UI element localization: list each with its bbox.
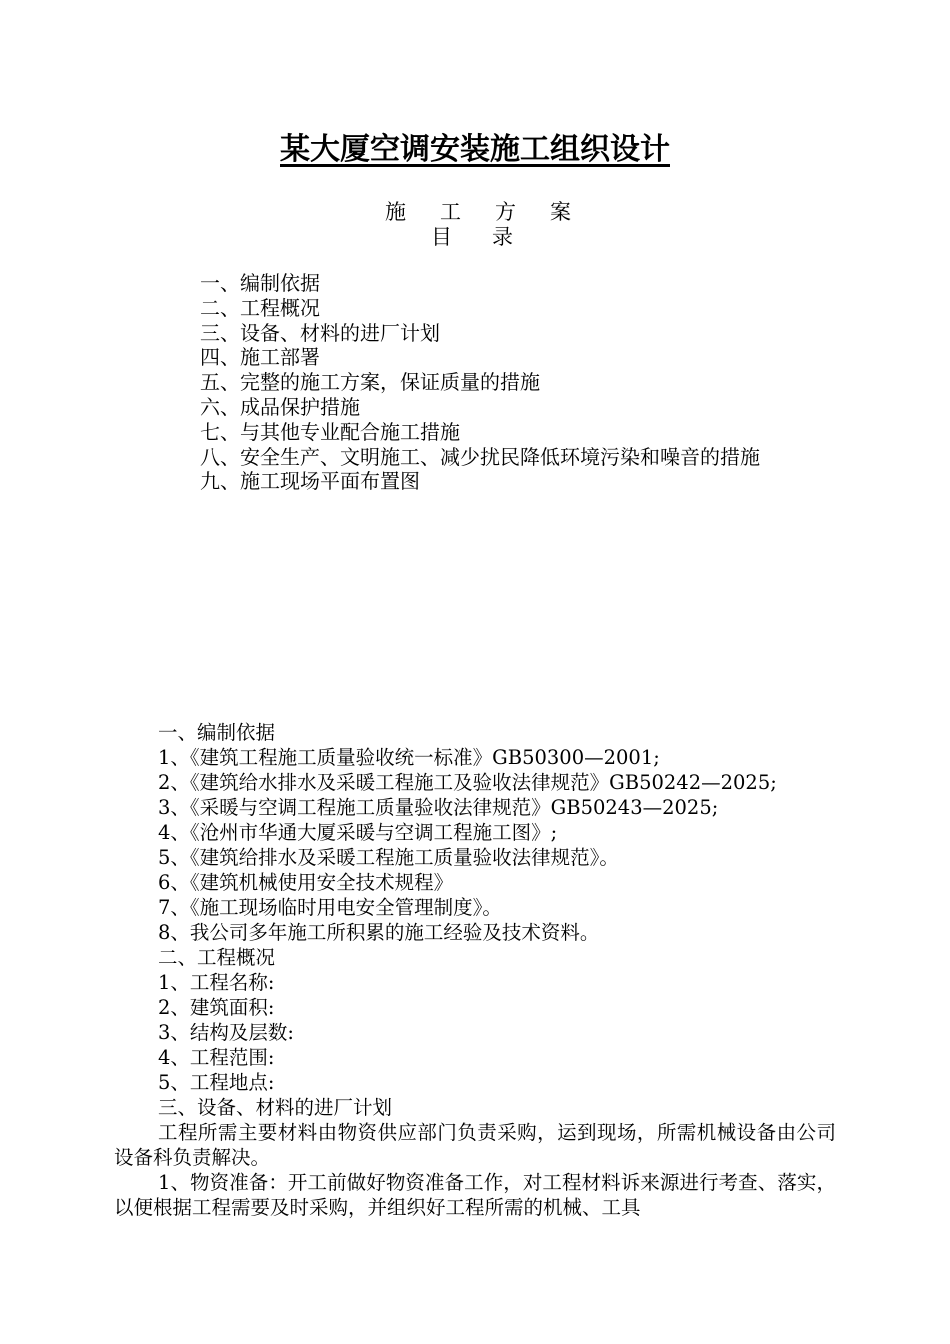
toc-item: 九、施工现场平面布置图 <box>200 469 420 494</box>
basis-item: 4、《沧州市华通大厦采暖与空调工程施工图》; <box>158 821 558 844</box>
basis-item: 3、《采暖与空调工程施工质量验收法律规范》GB50243—2025; <box>158 796 719 819</box>
basis-item: 5、《建筑给排水及采暖工程施工质量验收法律规范》。 <box>158 846 619 869</box>
overview-item: 3、结构及层数: <box>158 1021 294 1044</box>
basis-item: 1、《建筑工程施工质量验收统一标准》GB50300—2001; <box>158 746 660 769</box>
toc-item: 三、设备、材料的进厂计划 <box>200 320 440 345</box>
document-subtitle: 施工方案 <box>385 200 605 224</box>
section-heading: 三、设备、材料的进厂计划 <box>158 1096 393 1119</box>
section-heading: 二、工程概况 <box>158 946 276 969</box>
toc-item: 二、工程概况 <box>200 295 320 320</box>
basis-item: 7、《施工现场临时用电安全管理制度》。 <box>158 896 502 919</box>
section-heading: 一、编制依据 <box>158 721 276 744</box>
overview-item: 5、工程地点: <box>158 1071 275 1094</box>
toc-item: 四、施工部署 <box>200 345 320 370</box>
basis-item: 6、《建筑机械使用安全技术规程》 <box>158 871 454 894</box>
document-body <box>114 720 836 1220</box>
overview-item: 4、工程范围: <box>158 1046 275 1069</box>
toc-item: 五、完整的施工方案，保证质量的措施 <box>200 370 540 395</box>
paragraph: 工程所需主要材料由物资供应部门负责采购，运到现场，所需机械设备由公司设备科负责解决。 <box>114 1121 836 1169</box>
toc-item: 六、成品保护措施 <box>200 394 360 419</box>
toc-heading: 目录 <box>431 225 553 249</box>
toc-item: 七、与其他专业配合施工措施 <box>200 419 460 444</box>
basis-item: 2、《建筑给水排水及采暖工程施工及验收法律规范》GB50242—2025; <box>158 771 777 794</box>
toc-item: 八、安全生产、文明施工、减少扰民降低环境污染和噪音的措施 <box>200 444 760 469</box>
paragraph: 1、物资准备：开工前做好物资准备工作，对工程材料诉来源进行考查、落实，以便根据工程需要及时采购，并组织好工程所需的机械、工具 <box>114 1171 836 1219</box>
table-of-contents <box>200 271 920 494</box>
document-title: 某大厦空调安装施工组织设计 <box>280 132 670 167</box>
toc-item: 一、编制依据 <box>200 271 320 295</box>
basis-item: 8、我公司多年施工所积累的施工经验及技术资料。 <box>158 921 600 944</box>
overview-item: 2、建筑面积: <box>158 996 275 1019</box>
overview-item: 1、工程名称: <box>158 971 275 994</box>
